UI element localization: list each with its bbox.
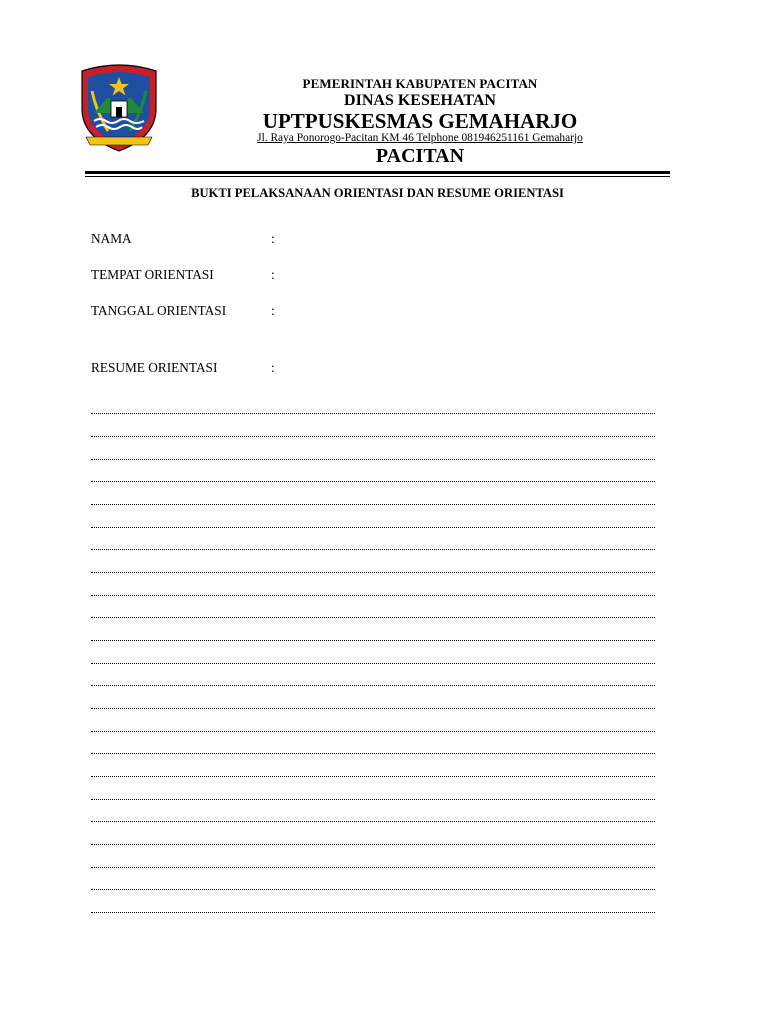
field-separator: : xyxy=(271,360,275,375)
header-department: DINAS KESEHATAN xyxy=(344,92,496,109)
field-label: TEMPAT ORIENTASI xyxy=(91,267,214,282)
field-label: TANGGAL ORIENTASI xyxy=(91,303,227,318)
resume-dotted-line[interactable] xyxy=(91,821,655,822)
header-government: PEMERINTAH KABUPATEN PACITAN xyxy=(302,76,538,91)
resume-dotted-line[interactable] xyxy=(91,504,655,505)
field-tanggal-orientasi xyxy=(91,303,275,319)
field-separator: : xyxy=(271,303,275,318)
resume-dotted-line[interactable] xyxy=(91,549,655,550)
resume-dotted-line[interactable] xyxy=(91,640,655,641)
pacitan-regency-emblem-icon xyxy=(78,61,160,153)
resume-dotted-line[interactable] xyxy=(91,685,655,686)
resume-dotted-line[interactable] xyxy=(91,572,655,573)
header-institution: UPTPUSKESMAS GEMAHARJO xyxy=(262,109,578,133)
field-separator: : xyxy=(271,231,275,246)
resume-dotted-line[interactable] xyxy=(91,731,655,732)
letterhead-divider-thick xyxy=(85,171,670,174)
resume-dotted-line[interactable] xyxy=(91,617,655,618)
resume-dotted-line[interactable] xyxy=(91,481,655,482)
resume-dotted-line[interactable] xyxy=(91,663,655,664)
document-title: BUKTI PELAKSANAAN ORIENTASI DAN RESUME ORIENTASI xyxy=(191,186,564,200)
field-tempat-orientasi xyxy=(91,267,275,283)
resume-dotted-line[interactable] xyxy=(91,708,655,709)
field-resume-orientasi xyxy=(91,360,275,376)
resume-dotted-line[interactable] xyxy=(91,753,655,754)
resume-dotted-line[interactable] xyxy=(91,776,655,777)
field-separator: : xyxy=(271,267,275,282)
resume-dotted-line[interactable] xyxy=(91,527,655,528)
resume-dotted-line[interactable] xyxy=(91,889,655,890)
field-label: RESUME ORIENTASI xyxy=(91,360,218,375)
resume-dotted-line[interactable] xyxy=(91,459,655,460)
resume-dotted-line[interactable] xyxy=(91,799,655,800)
header-address: Jl. Raya Ponorogo-Pacitan KM 46 Telphone 081946251161 Gemaharjo xyxy=(257,132,583,144)
resume-dotted-line[interactable] xyxy=(91,436,655,437)
resume-dotted-line[interactable] xyxy=(91,595,655,596)
field-label: NAMA xyxy=(91,231,132,246)
resume-dotted-line[interactable] xyxy=(91,867,655,868)
field-nama xyxy=(91,231,275,247)
resume-dotted-line[interactable] xyxy=(91,844,655,845)
letterhead-divider-thin xyxy=(85,176,670,177)
resume-dotted-line[interactable] xyxy=(91,413,655,414)
resume-dotted-line[interactable] xyxy=(91,912,655,913)
header-city: PACITAN xyxy=(375,145,465,167)
